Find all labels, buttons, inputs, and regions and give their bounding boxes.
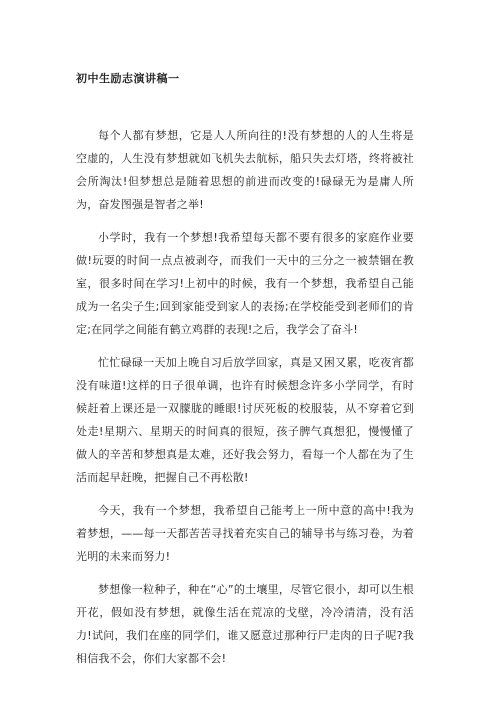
paragraph-5: 梦想像一粒种子，种在“心”的土壤里，尽管它很小，却可以生根开花，假如没有梦想，就像生活在荒凉的戈壁，冷冷清清，没有活力!试问，我们在座的同学们，谁又愿意过那种行尸走肉的日子呢?我相信我不会，你们大家都不会! bbox=[76, 583, 414, 665]
paragraph-4: 今天，我有一个梦想，我希望自己能考上一所中意的高中!我为着梦想，——每一天都苦苦寻找着充实自己的辅导书与练习卷，为着光明的未来而努力! bbox=[76, 504, 414, 563]
paragraph-1: 每个人都有梦想，它是人人所向往的!没有梦想的人的人生将是空虚的，人生没有梦想就如飞机失去航标，船只失去灯塔，终将被社会所淘汰!但梦想总是随着思想的前进而改变的!碌碌无为是庸人所为，奋发图强是智者之举! bbox=[76, 129, 414, 211]
paragraph-2: 小学时，我有一个梦想!我希望每天都不要有很多的家庭作业要做!玩耍的时间一点点被剥夺，而我们一天中的三分之一被禁锢在教室，很多时间在学习!上初中的时候，我有一个梦想，我希望自己能成为一名尖子生;回到家能受到家人的表扬;在学校能受到老师们的肯定;在同学之间能有鹤立鸡群的表现!之后，我学会了奋斗! bbox=[76, 231, 414, 336]
paragraph-3: 忙忙碌碌一天加上晚自习后放学回家，真是又困又累，吃夜宵都没有味道!这样的日子很单调，也许有时候想念许多小学同学，有时候赶着上课还是一双朦胧的睡眼!讨厌死板的校服装，从不穿着它到处走!星期六、星期天的时间真的很短，孩子脾气真想犯，慢慢懂了做人的辛苦和梦想真是太难，还好我会努力，看每一个人都在为了生活而起早赶晚，把握自己不再松散! bbox=[76, 356, 414, 484]
document-title: 初中生励志演讲稿一 bbox=[76, 72, 180, 85]
